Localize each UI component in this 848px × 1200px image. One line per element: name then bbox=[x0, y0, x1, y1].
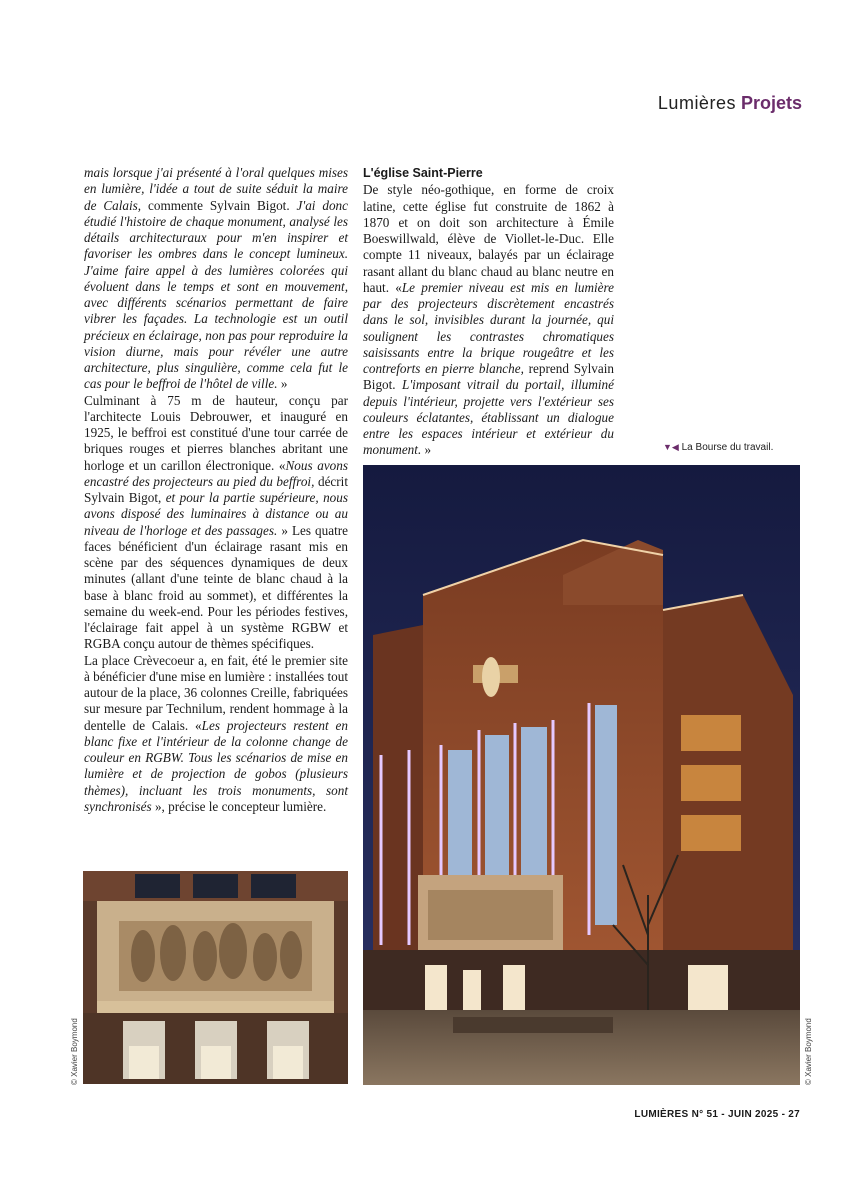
article-left-column bbox=[84, 165, 348, 815]
magazine-section-header bbox=[658, 93, 802, 114]
caption-arrows-icon: ▼◀ bbox=[663, 442, 679, 452]
quote-text: Nous avons encastré des projecteurs au pied du beffroi, bbox=[84, 457, 348, 489]
bourse-du-travail-photo bbox=[363, 465, 800, 1085]
body-text: commente Sylvain Bigot. bbox=[141, 197, 297, 213]
body-text: décrit Sylvain Bigot, bbox=[84, 473, 348, 505]
caption-text: La Bourse du travail. bbox=[681, 442, 774, 453]
body-text: De style néo-gothique, en forme de croix latine, cette église fut construite de 1862 à 1870 et on doit son architecture à Émile Boeswillwald, élève de Viollet-le-Duc. Elle compte 11 niveaux, balayés par un éclairage rasant allant du blanc chaud au blanc neutre en haut. « bbox=[363, 182, 614, 295]
paragraph bbox=[84, 653, 348, 816]
article-right-column bbox=[363, 165, 614, 459]
photo-credit-right: © Xavier Boymond bbox=[804, 1018, 813, 1085]
brand-name: Lumières bbox=[657, 93, 736, 113]
photo-caption bbox=[663, 442, 773, 453]
photo-credit-left: © Xavier Boymond bbox=[70, 1018, 79, 1085]
quote-text: et pour la partie supérieure, nous avons disposé des luminaires à distance ou au niveau de l'horloge et des passages. bbox=[84, 490, 348, 538]
quote-text: mais lorsque j'ai présenté à l'oral quelques mises en lumière, l'idée a tout de suite séduit la maire de Calais, bbox=[84, 165, 348, 213]
quote-text: Le premier niveau est mis en lumière par des projecteurs discrètement encastrés dans le sol, invisibles durant la journée, qui soulignent les contrastes chromatiques saisissants entre la brique rougeâtre et les contreforts en pierre blanche, bbox=[363, 279, 614, 376]
page-footer: LUMIÈRES N° 51 - JUIN 2025 - 27 bbox=[634, 1109, 800, 1120]
section-name: Projets bbox=[740, 93, 802, 113]
body-text: » Les quatre faces bénéficient d'un éclairage rasant mis en scène par des séquences dynamiques de deux minutes (allant d'une teinte de blanc chaud à la base à blanc froid au sommet), et différentes la semaine du week-end. Pour les périodes festives, l'éclairage fait appel à un système RGBW et RGBA conçu autour de thèmes spécifiques. bbox=[84, 522, 349, 652]
subheading: L'église Saint-Pierre bbox=[363, 166, 483, 180]
facade-detail-photo bbox=[83, 871, 348, 1084]
body-text: » bbox=[277, 376, 288, 392]
quote-text: J'ai donc étudié l'histoire de chaque monument, analysé les détails architecturaux pour m'en inspirer et favoriser les ombres dans le concept lumineux. J'aime faire appel à des lumières colorées qui évoluent dans le temps et sont en mouvement, avec différents scénarios permettant de faire vibrer les façades. La technologie est un outil précieux en éclairage, non pas pour reproduire la vision diurne, mais pour révéler une autre architecture, plus singulière, comme cela fut le cas pour le beffroi de l'hôtel de ville. bbox=[84, 197, 348, 392]
quote-text: L'imposant vitrail du portail, illuminé depuis l'intérieur, projette vers l'extérieur ses couleurs éclatantes, établissant un dialogue entre les espaces intérieur et extérieur du monument. bbox=[363, 377, 614, 458]
paragraph bbox=[363, 182, 614, 458]
body-text: La place Crèvecoeur a, en fait, été le premier site à bénéficier d'une mise en lumière : installées tout autour de la place, 36 colonnes Creille, fabriquées sur mesure par Technilum, rendent hommage à la dentelle de Calais. « bbox=[84, 652, 349, 733]
quote-text: Les projecteurs restent en blanc fixe et l'intérieur de la colonne change de couleur en RGBW. Tous les scénarios de mise en lumière et de projection de gobos (plusieurs thèmes), incluant les trois monuments, sont synchronisés bbox=[84, 717, 348, 814]
paragraph bbox=[84, 165, 348, 393]
body-text: reprend Sylvain Bigot. bbox=[363, 361, 614, 393]
paragraph bbox=[84, 393, 348, 653]
body-text: », précise le concepteur lumière. bbox=[151, 798, 327, 814]
body-text: Culminant à 75 m de hauteur, conçu par l'architecte Louis Debrouwer, et inauguré en 1925, le beffroi est constitué d'une tour carrée de briques rouges et pierres blanches abritant une horloge et un carillon électronique. « bbox=[84, 392, 348, 473]
body-text: » bbox=[421, 442, 432, 458]
